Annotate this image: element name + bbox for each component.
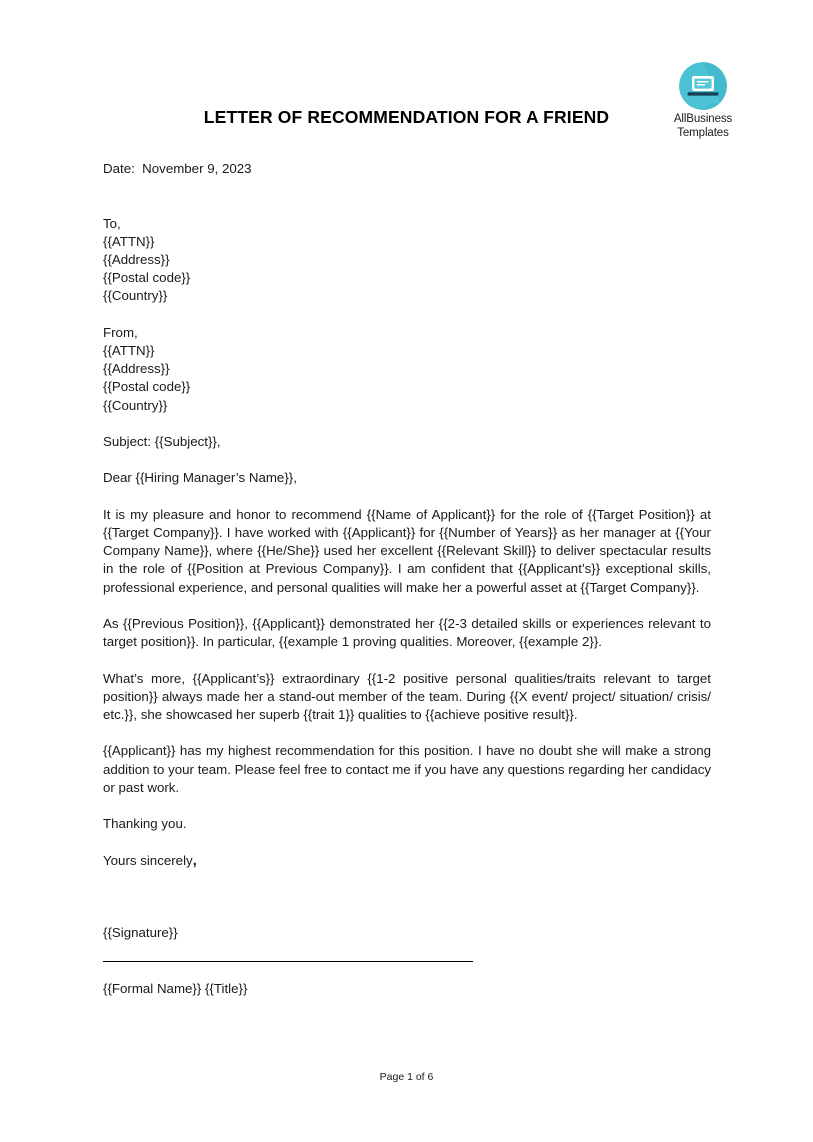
- sender-address: {{Address}}: [103, 361, 170, 377]
- spacer: [103, 488, 711, 506]
- spacer: [103, 797, 711, 815]
- sender-address-block: [103, 324, 711, 415]
- body-paragraph-2: As {{Previous Position}}, {{Applicant}} demonstrated her {{2-3 detailed skills or experiences relevant to target position}}. In particular, {{example 1 proving qualities. Moreover, {{example 2}}.: [103, 615, 711, 650]
- spacer: [103, 415, 711, 433]
- spacer: [103, 724, 711, 742]
- spacer: [103, 906, 711, 924]
- laptop-icon: [679, 62, 727, 110]
- spacer: [103, 870, 711, 888]
- closing-line: [103, 852, 711, 870]
- recipient-address-block: [103, 215, 711, 306]
- logo-line-1: AllBusiness: [673, 113, 733, 125]
- formal-name-line: {{Formal Name}} {{Title}}: [103, 980, 248, 996]
- thanking-line: Thanking you.: [103, 816, 187, 832]
- sender-heading: From,: [103, 324, 138, 340]
- body-paragraph-3: What’s more, {{Applicant’s}} extraordinary {{1-2 positive personal qualities/traits relevant to target position}} always made her a stand-out member of the team. During {{X event/ project/ situation/ crisis/ etc.}}, she showcased her superb {{trait 1}} qualities to {{achieve positive result}}.: [103, 670, 711, 722]
- date-line: Date: November 9, 2023: [103, 161, 252, 176]
- spacer: [103, 306, 711, 324]
- sender-country: {{Country}}: [103, 397, 168, 413]
- letter-body: [103, 160, 711, 998]
- sender-postal-code: {{Postal code}}: [103, 379, 191, 395]
- spacer: [103, 178, 711, 196]
- spacer: [103, 196, 711, 214]
- closing-word: Yours sincerely: [103, 852, 193, 868]
- salutation-line: Dear {{Hiring Manager’s Name}},: [103, 470, 297, 486]
- page-title: LETTER OF RECOMMENDATION FOR A FRIEND: [203, 107, 610, 127]
- subject-line: Subject: {{Subject}},: [103, 433, 221, 449]
- recipient-heading: To,: [103, 215, 121, 231]
- recipient-address: {{Address}}: [103, 251, 170, 267]
- signature-placeholder: {{Signature}}: [103, 925, 178, 941]
- logo-line-2: Templates: [677, 126, 729, 139]
- sender-attn: {{ATTN}}: [103, 342, 155, 358]
- spacer: [103, 888, 711, 906]
- recipient-attn: {{ATTN}}: [103, 233, 155, 249]
- spacer: [103, 651, 711, 669]
- page-footer: Page 1 of 6: [379, 1071, 434, 1083]
- closing-comma: ,: [192, 852, 197, 869]
- spacer: [103, 943, 711, 961]
- spacer: [103, 833, 711, 851]
- recipient-country: {{Country}}: [103, 288, 168, 304]
- spacer: [103, 962, 711, 980]
- spacer: [103, 597, 711, 615]
- spacer: [103, 451, 711, 469]
- body-paragraph-1: It is my pleasure and honor to recommend {{Name of Applicant}} for the role of {{Target Position}} at {{Target Company}}. I have worked with {{Applicant}} for {{Number of Years}} as her manager at {{Your Company Name}}, where {{He/She}} used her excellent {{Relevant Skill}} to deliver spectacular results in the role of {{Position at Previous Company}}. I am confident that {{Applicant’s}} exceptional skills, professional experience, and personal qualities will make her a powerful asset at {{Target Company}}.: [103, 506, 711, 595]
- body-paragraph-4: {{Applicant}} has my highest recommendation for this position. I have no doubt she will make a strong addition to your team. Please feel free to contact me if you have any questions regarding her candidacy or past work.: [103, 743, 711, 795]
- brand-logo: [651, 62, 755, 140]
- recipient-postal-code: {{Postal code}}: [103, 270, 191, 286]
